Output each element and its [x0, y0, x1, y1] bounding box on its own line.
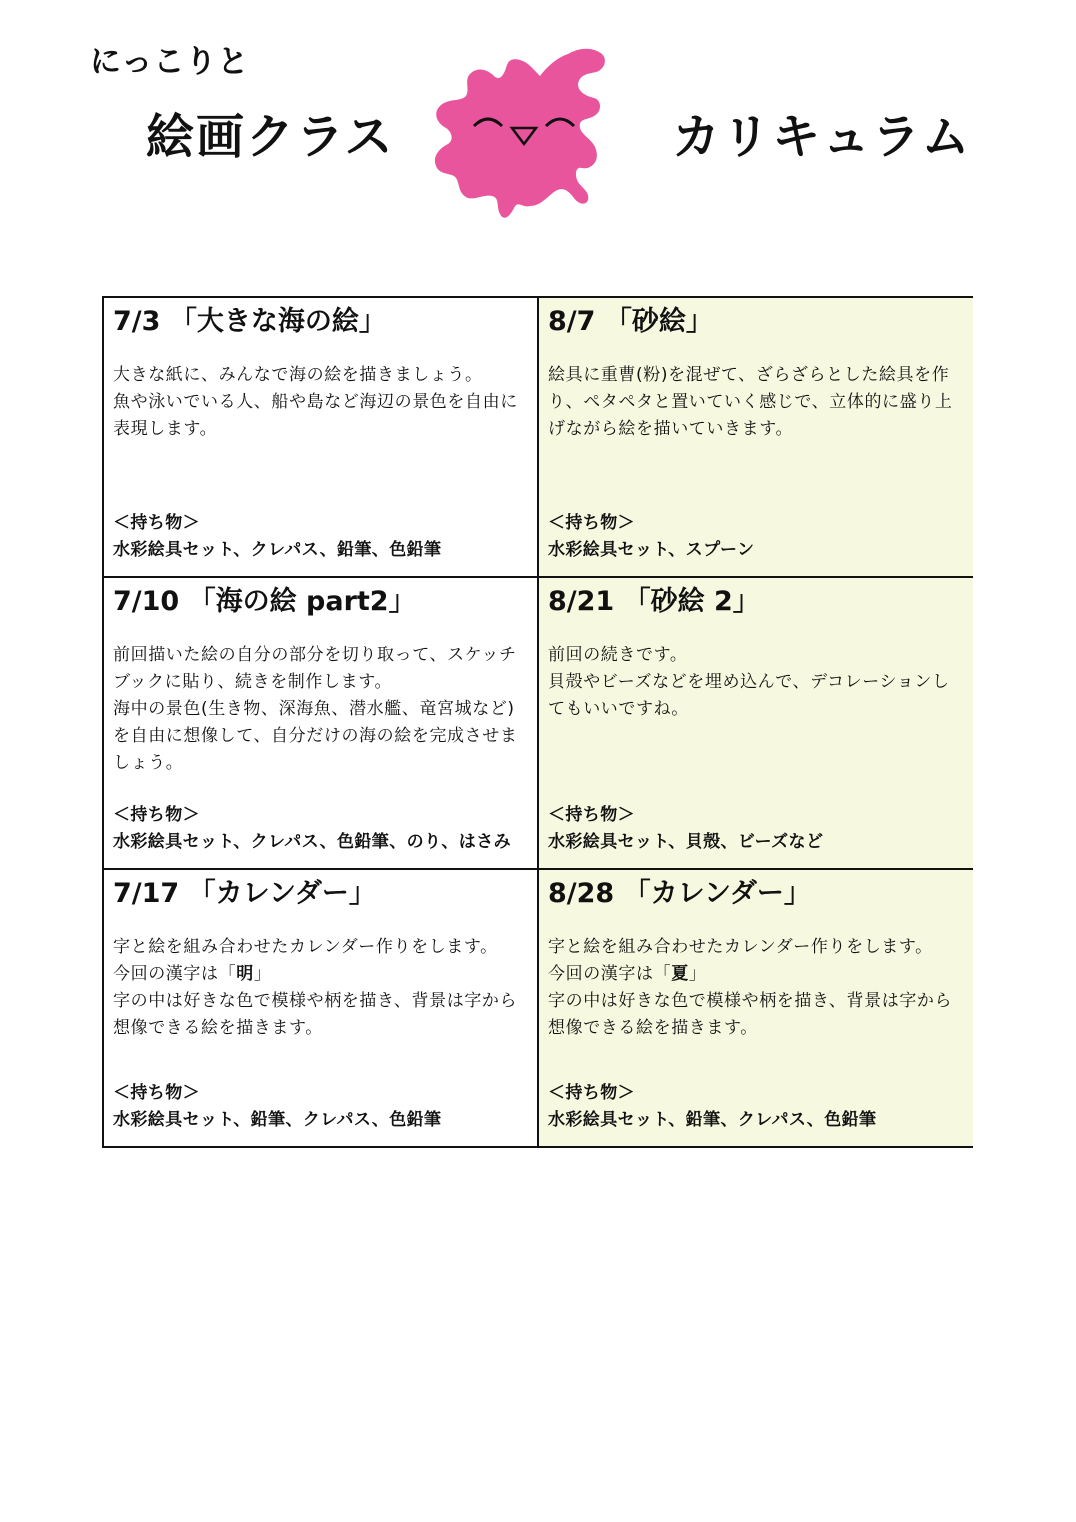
- items-block: [113, 1080, 441, 1134]
- class-description: [113, 642, 529, 777]
- items-list: 水彩絵具セット、スプーン: [548, 540, 755, 560]
- class-cell: [539, 578, 973, 870]
- class-title: 8/7 「砂絵」: [548, 306, 713, 337]
- kanji-prefix: 今回の漢字は「: [113, 964, 237, 984]
- class-cell: [104, 870, 539, 1146]
- items-label: ＜持ち物＞: [113, 805, 200, 825]
- items-label: ＜持ち物＞: [113, 1083, 200, 1103]
- description-line: ブックに貼り、続きを制作します。: [113, 672, 393, 692]
- class-cell: [539, 870, 973, 1146]
- kanji-prefix: 今回の漢字は「: [548, 964, 672, 984]
- class-description: [548, 934, 965, 1042]
- title-curriculum: カリキュラム: [672, 109, 972, 165]
- header-subtitle: にっこりと: [90, 44, 250, 80]
- class-description: [113, 934, 529, 1042]
- description-line: り、ペタペタと置いていく感じで、立体的に盛り上: [548, 392, 953, 412]
- class-description: [113, 362, 529, 443]
- items-list: 水彩絵具セット、鉛筆、クレパス、色鉛筆: [113, 1110, 442, 1130]
- items-block: [113, 510, 441, 564]
- kanji-suffix: 」: [253, 964, 272, 984]
- kanji-character: 夏: [671, 964, 689, 984]
- kanji-character: 明: [236, 964, 254, 984]
- class-cell: [104, 578, 539, 870]
- class-title: 8/28 「カレンダー」: [548, 878, 811, 909]
- class-title: 7/17 「カレンダー」: [113, 878, 376, 909]
- description-line: 想像できる絵を描きます。: [113, 1018, 323, 1038]
- items-label: ＜持ち物＞: [548, 1083, 635, 1103]
- pink-splash-face-icon: [428, 40, 612, 222]
- description-line: 魚や泳いでいる人、船や島など海辺の景色を自由に: [113, 392, 518, 412]
- title-painting-class: 絵画クラス: [146, 109, 395, 165]
- class-cell: [539, 298, 973, 578]
- description-line: てもいいですね。: [548, 699, 689, 719]
- curriculum-table: [102, 296, 973, 1148]
- description-line: 大きな紙に、みんなで海の絵を描きましょう。: [113, 365, 483, 385]
- items-block: [113, 802, 511, 856]
- kanji-line: [113, 961, 529, 988]
- class-description: [548, 642, 965, 723]
- items-list: 水彩絵具セット、クレパス、鉛筆、色鉛筆: [113, 540, 442, 560]
- kanji-suffix: 」: [688, 964, 707, 984]
- description-line: 字の中は好きな色で模様や柄を描き、背景は字から: [548, 991, 953, 1011]
- description-line: 前回描いた絵の自分の部分を切り取って、スケッチ: [113, 645, 517, 665]
- description-line: 字と絵を組み合わせたカレンダー作りをします。: [113, 937, 498, 957]
- items-list: 水彩絵具セット、クレパス、色鉛筆、のり、はさみ: [113, 832, 511, 852]
- description-line: 字の中は好きな色で模様や柄を描き、背景は字から: [113, 991, 518, 1011]
- class-title: 7/3 「大きな海の絵」: [113, 306, 386, 337]
- items-label: ＜持ち物＞: [548, 805, 635, 825]
- items-label: ＜持ち物＞: [548, 513, 635, 533]
- items-list: 水彩絵具セット、貝殻、ビーズなど: [548, 832, 824, 852]
- class-title: 7/10 「海の絵 part2」: [113, 586, 416, 617]
- description-line: げながら絵を描いていきます。: [548, 419, 794, 439]
- items-block: [548, 510, 754, 564]
- description-line: 表現します。: [113, 419, 218, 439]
- items-list: 水彩絵具セット、鉛筆、クレパス、色鉛筆: [548, 1110, 877, 1130]
- description-line: 貝殻やビーズなどを埋め込んで、デコレーションし: [548, 672, 950, 692]
- class-cell: [104, 298, 539, 578]
- description-line: 絵具に重曹(粉)を混ぜて、ざらざらとした絵具を作: [548, 365, 950, 385]
- description-line: しょう。: [113, 753, 184, 773]
- items-label: ＜持ち物＞: [113, 513, 200, 533]
- splash-shape: [435, 49, 605, 218]
- class-title: 8/21 「砂絵 2」: [548, 586, 760, 617]
- description-line: 海中の景色(生き物、深海魚、潜水艦、竜宮城など): [113, 699, 515, 719]
- items-block: [548, 802, 823, 856]
- description-line: 想像できる絵を描きます。: [548, 1018, 758, 1038]
- class-description: [548, 362, 965, 443]
- kanji-line: [548, 961, 965, 988]
- description-line: を自由に想像して、自分だけの海の絵を完成させま: [113, 726, 518, 746]
- description-line: 字と絵を組み合わせたカレンダー作りをします。: [548, 937, 933, 957]
- items-block: [548, 1080, 876, 1134]
- description-line: 前回の続きです。: [548, 645, 688, 665]
